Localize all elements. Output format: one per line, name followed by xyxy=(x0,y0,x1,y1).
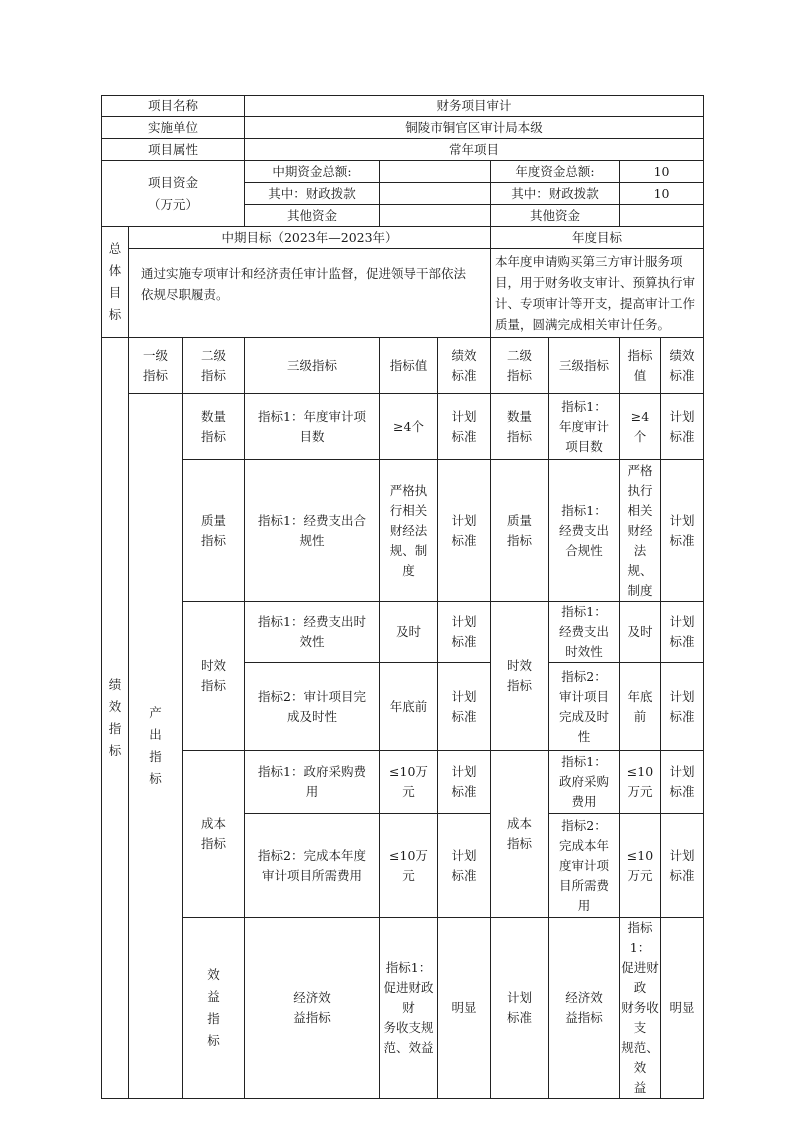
benefit-indicator-label: 效 益 指 标 xyxy=(183,918,245,1099)
header-year-standard: 绩效 标准 xyxy=(661,338,704,394)
timeliness-r1-l3: 指标1：经费支出时 效性 xyxy=(245,602,380,663)
cost-year-r1-l3: 指标1： 政府采购 费用 xyxy=(549,751,620,814)
quality-l3: 指标1：经费支出合 规性 xyxy=(245,460,380,602)
header-level1: 一级 指标 xyxy=(129,338,183,394)
year-goal-text: 本年度申请购买第三方审计服务项目，用于财务收支审计、预算执行审计、专项审计等开支，提高审计工作质量，圆满完成相关审计任务。 xyxy=(491,249,704,338)
timeliness-r2-l3: 指标2：审计项目完 成及时性 xyxy=(245,663,380,751)
timeliness-year-r1-l3: 指标1： 经费支出 时效性 xyxy=(549,602,620,663)
funds-label: 项目资金 （万元） xyxy=(102,161,245,227)
timeliness-r1-value: 及时 xyxy=(380,602,438,663)
cost-r1-std: 计划 标准 xyxy=(438,751,491,814)
economic-value: 明显 xyxy=(438,918,491,1099)
year-total-value: 10 xyxy=(620,161,704,183)
header-year-value: 指标 值 xyxy=(620,338,661,394)
attribute-label: 项目属性 xyxy=(102,139,245,161)
quality-year-value: 严格 执行 相关 财经 法 规、 制度 xyxy=(620,460,661,602)
indicators-label: 绩 效 指 标 xyxy=(102,338,129,1099)
timeliness-year-l2: 时效 指标 xyxy=(491,602,549,751)
header-standard: 绩效 标准 xyxy=(438,338,491,394)
quality-value: 严格执 行相关 财经法 规、制 度 xyxy=(380,460,438,602)
mid-total-value xyxy=(380,161,491,183)
project-name-label: 项目名称 xyxy=(102,96,245,117)
cost-year-r1-std: 计划 标准 xyxy=(661,751,704,814)
overall-goal-label: 总 体 目 标 xyxy=(102,227,129,338)
performance-target-table xyxy=(101,95,704,1099)
year-other-value xyxy=(620,205,704,227)
quantity-year-l2: 数量 指标 xyxy=(491,394,549,460)
header-level2: 二级 指标 xyxy=(183,338,245,394)
cost-year-r2-value: ≤10 万元 xyxy=(620,814,661,918)
mid-fiscal-label: 其中：财政拨款 xyxy=(245,183,380,205)
cost-year-l2: 成本 指标 xyxy=(491,751,549,918)
year-goal-header: 年度目标 xyxy=(491,227,704,249)
cost-year-r2-l3: 指标2： 完成本年 度审计项 目所需费 用 xyxy=(549,814,620,918)
economic-year-value: 明显 xyxy=(661,918,704,1099)
year-fiscal-label: 其中：财政拨款 xyxy=(491,183,620,205)
timeliness-year-r2-std: 计划 标准 xyxy=(661,663,704,751)
unit-label: 实施单位 xyxy=(102,117,245,139)
cost-year-r1-value: ≤10 万元 xyxy=(620,751,661,814)
mid-other-value xyxy=(380,205,491,227)
year-total-label: 年度资金总额: xyxy=(491,161,620,183)
cost-r2-value: ≤10万 元 xyxy=(380,814,438,918)
output-indicator-label: 产 出 指 标 xyxy=(129,394,183,1099)
timeliness-year-r1-value: 及时 xyxy=(620,602,661,663)
quality-l2: 质量 指标 xyxy=(183,460,245,602)
quality-year-std: 计划 标准 xyxy=(661,460,704,602)
economic-year-l2: 经济效 益指标 xyxy=(549,918,620,1099)
year-fiscal-value: 10 xyxy=(620,183,704,205)
mid-fiscal-value xyxy=(380,183,491,205)
timeliness-r2-std: 计划 标准 xyxy=(438,663,491,751)
quantity-year-value: ≥4 个 xyxy=(620,394,661,460)
cost-r2-l3: 指标2：完成本年度 审计项目所需费用 xyxy=(245,814,380,918)
quality-year-l3: 指标1： 经费支出 合规性 xyxy=(549,460,620,602)
cost-r1-value: ≤10万 元 xyxy=(380,751,438,814)
economic-year-l3: 指标1： 促进财政 财务收支 规范、效 益 xyxy=(620,918,661,1099)
mid-total-label: 中期资金总额: xyxy=(245,161,380,183)
cost-year-r2-std: 计划 标准 xyxy=(661,814,704,918)
mid-other-label: 其他资金 xyxy=(245,205,380,227)
attribute-value: 常年项目 xyxy=(245,139,704,161)
economic-l2: 经济效 益指标 xyxy=(245,918,380,1099)
quantity-year-l3: 指标1： 年度审计 项目数 xyxy=(549,394,620,460)
unit-value: 铜陵市铜官区审计局本级 xyxy=(245,117,704,139)
cost-r1-l3: 指标1：政府采购费 用 xyxy=(245,751,380,814)
header-value: 指标值 xyxy=(380,338,438,394)
timeliness-year-r2-l3: 指标2： 审计项目 完成及时 性 xyxy=(549,663,620,751)
header-year-level2: 二级 指标 xyxy=(491,338,549,394)
mid-goal-header: 中期目标（2023年—2023年） xyxy=(129,227,491,249)
timeliness-r2-value: 年底前 xyxy=(380,663,438,751)
quantity-year-std: 计划 标准 xyxy=(661,394,704,460)
quantity-l2: 数量 指标 xyxy=(183,394,245,460)
quality-year-l2: 质量 指标 xyxy=(491,460,549,602)
cost-l2: 成本 指标 xyxy=(183,751,245,918)
timeliness-r1-std: 计划 标准 xyxy=(438,602,491,663)
quantity-std: 计划 标准 xyxy=(438,394,491,460)
project-name-value: 财务项目审计 xyxy=(245,96,704,117)
timeliness-year-r2-value: 年底 前 xyxy=(620,663,661,751)
header-year-level3: 三级指标 xyxy=(549,338,620,394)
timeliness-year-r1-std: 计划 标准 xyxy=(661,602,704,663)
header-level3: 三级指标 xyxy=(245,338,380,394)
timeliness-l2: 时效 指标 xyxy=(183,602,245,751)
mid-goal-text: 通过实施专项审计和经济责任审计监督，促进领导干部依法依规尽职履责。 xyxy=(129,249,491,338)
economic-std: 计划 标准 xyxy=(491,918,549,1099)
cost-r2-std: 计划 标准 xyxy=(438,814,491,918)
quantity-value: ≥4个 xyxy=(380,394,438,460)
quality-std: 计划 标准 xyxy=(438,460,491,602)
year-other-label: 其他资金 xyxy=(491,205,620,227)
quantity-l3: 指标1：年度审计项 目数 xyxy=(245,394,380,460)
economic-l3: 指标1：促进财政财 务收支规范、效益 xyxy=(380,918,438,1099)
